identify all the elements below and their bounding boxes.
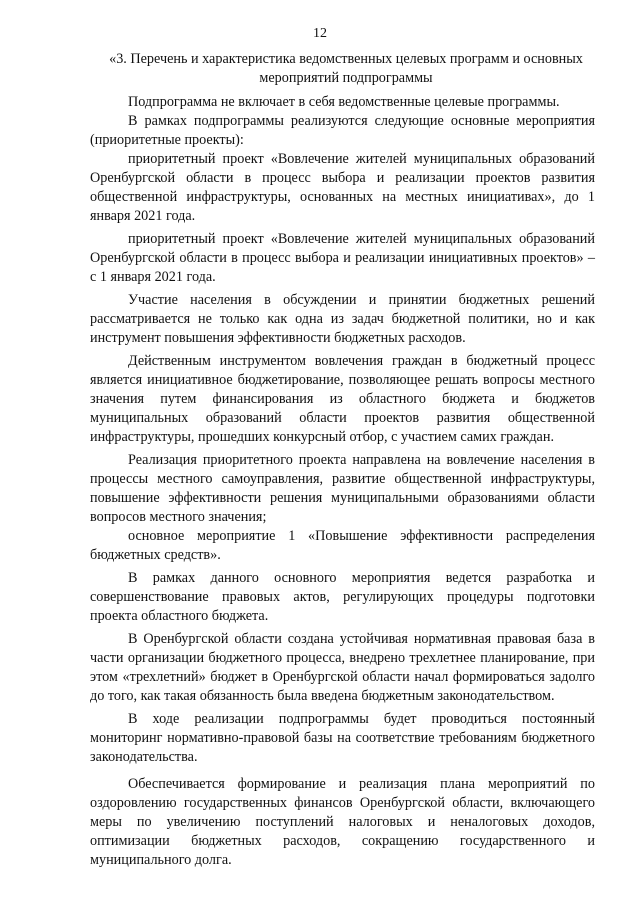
- paragraph: Реализация приоритетного проекта направлена на вовлечение населения в процессы местного самоуправления, развитие общественной инфраструктуры, повышение эффективности решения муниципальными образованиями области вопросов местного значения;: [90, 452, 595, 525]
- paragraph: Действенным инструментом вовлечения граждан в бюджетный процесс является инициативное бюджетирование, позволяющее решать вопросы местного значения путем финансирования из областного бюджета и бюджетов муниципальных образований области проектов развития общественной инфраструктуры, прошедших конкурсный отбор, с участием самих граждан.: [90, 353, 595, 445]
- paragraph: Подпрограмма не включает в себя ведомственные целевые программы.: [128, 94, 560, 110]
- paragraph: Участие населения в обсуждении и принятии бюджетных решений рассматривается не только как одна из задач бюджетной политики, но и как инструмент повышения эффективности бюджетных расходов.: [90, 292, 595, 346]
- paragraph: В Оренбургской области создана устойчивая нормативная правовая база в части организации бюджетного процесса, внедрено трехлетнее планирование, при этом «трехлетний» бюджет в Оренбургской области начал формироваться задолго до того, как такая обязанность была введена бюджетным законодательством.: [90, 631, 595, 704]
- paragraph: В ходе реализации подпрограммы будет проводиться постоянный мониторинг нормативно-правовой базы на соответствие требованиям бюджетного законодательства.: [90, 711, 595, 765]
- paragraph: Обеспечивается формирование и реализация плана мероприятий по оздоровлению государственных финансов Оренбургской области, включающего меры по увеличению поступлений налоговых и неналоговых доходов, оптимизации бюджетных расходов, сокращению государственного и муниципального долга.: [90, 776, 595, 868]
- section-heading: «3. Перечень и характеристика ведомственных целевых программ и основных мероприятий подпрограммы: [109, 51, 583, 86]
- document-body: [90, 93, 595, 870]
- paragraph: В рамках подпрограммы реализуются следующие основные мероприятия (приоритетные проекты):: [90, 113, 595, 148]
- paragraph: В рамках данного основного мероприятия ведется разработка и совершенствование правовых актов, регулирующих процедуры подготовки проекта областного бюджета.: [90, 570, 595, 624]
- page-number: 12: [313, 26, 327, 41]
- paragraph: приоритетный проект «Вовлечение жителей муниципальных образований Оренбургской области в процесс выбора и реализации проектов развития общественной инфраструктуры, основанных на местных инициативах», до 1 января 2021 года.: [90, 151, 595, 224]
- paragraph: основное мероприятие 1 «Повышение эффективности распределения бюджетных средств».: [90, 528, 595, 563]
- paragraph: приоритетный проект «Вовлечение жителей муниципальных образований Оренбургской области в процесс выбора и реализации инициативных проектов» – с 1 января 2021 года.: [90, 231, 595, 285]
